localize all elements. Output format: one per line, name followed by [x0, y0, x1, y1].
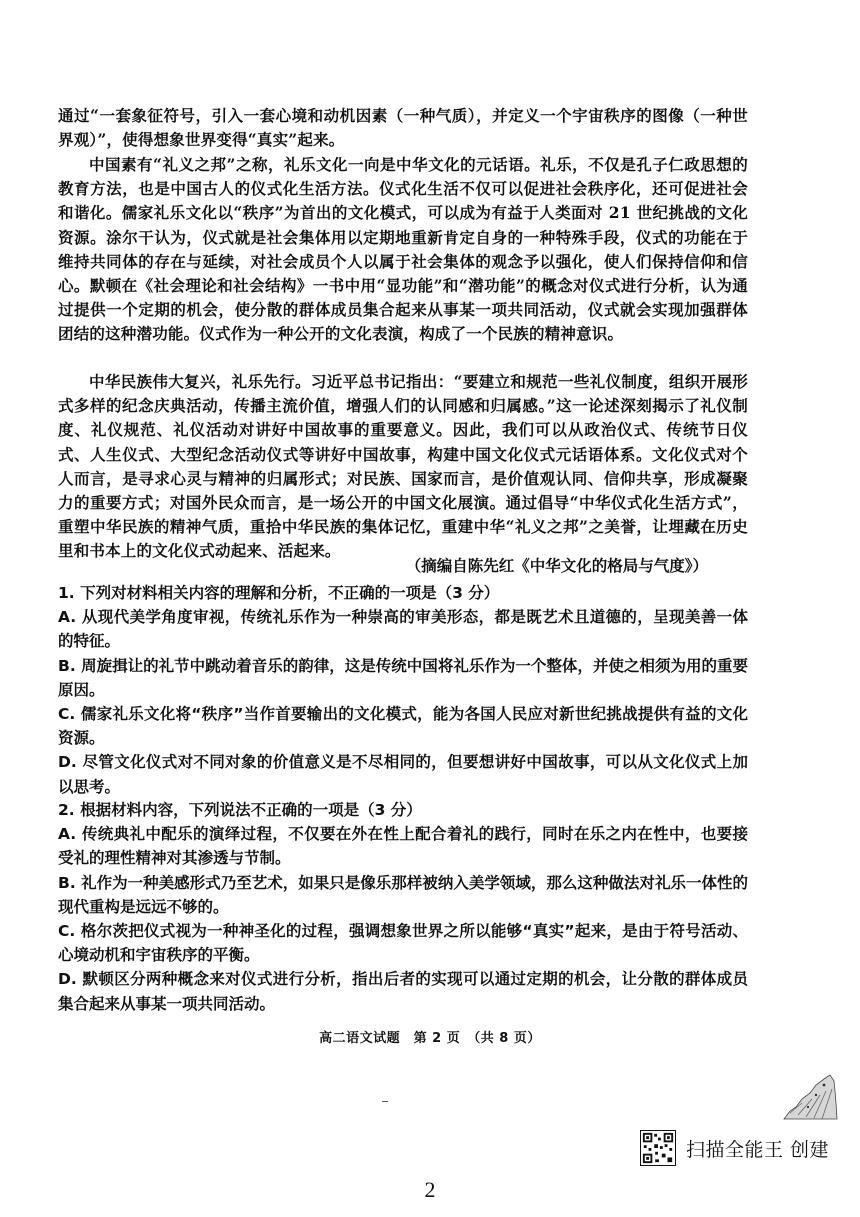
passage-paragraph-1: 通过“一套象征符号，引入一套心境和动机因素（一种气质），并定义一个宇宙秩序的图像（一种世界观）”，使得想象世界变得“真实”起来。 [58, 106, 748, 150]
passage-paragraph-2: 中国素有“礼义之邦”之称，礼乐文化一向是中华文化的元话语。礼乐，不仅是孔子仁政思想的教育方法，也是中国古人的仪式化生活方法。仪式化生活不仅可以促进社会秩序化，还可促进社会和谐化。儒家礼乐文化以“秩序”为首出的文化模式，可以成为有益于人类面对 21 世纪挑战的文化资源。涂尔干认为，仪式就是社会集体用以定期地重新肯定自身的一种特殊手段，仪式的功能在于维持共同体的存在与延续，对社会成员个人以属于社会集体的观念予以强化，使人们保持信仰和信心。默顿在《社会理论和社会结构》一书中用“显功能”和“潜功能”的概念对仪式进行分析，认为通过提供一个定期的机会，使分散的群体成员集合起来从事某一项共同活动，仪式就会实现加强群体团结的这种潜功能。仪式作为一种公开的文化表演，构成了一个民族的精神意识。 [58, 155, 748, 344]
question-2-option-b: B. 礼作为一种美感形式乃至艺术，如果只是像乐那样被纳入美学领域，那么这种做法对礼乐一体性的现代重构是远远不够的。 [58, 873, 748, 916]
qr-code-icon [640, 1130, 676, 1166]
passage-paragraph-3: 中华民族伟大复兴，礼乐先行。习近平总书记指出：“要建立和规范一些礼仪制度，组织开展形式多样的纪念庆典活动，传播主流价值，增强人们的认同感和归属感。”这一论述深刻揭示了礼仪制度、礼仪规范、礼仪活动对讲好中国故事的重要意义。因此，我们可以从政治仪式、传统节日仪式、人生仪式、大型纪念活动仪式等讲好中国故事，构建中国文化仪式元话语体系。文化仪式对个人而言，是寻求心灵与精神的归属形式；对民族、国家而言，是价值观认同、信仰共享，形成凝聚力的重要方式；对国外民众而言，是一场公开的中国文化展演。通过倡导“中华仪式化生活方式”，重塑中华民族的精神气质，重拾中华民族的集体记忆，重建中华“礼义之邦”之美誉，让埋藏在历史里和书本上的文化仪式动起来、活起来。 [58, 372, 748, 561]
scanner-watermark [640, 1130, 829, 1166]
scan-mark [382, 1101, 388, 1102]
page-number: 2 [424, 1177, 436, 1202]
question-1-option-d: D. 尽管文化仪式对不同对象的价值意义是不尽相同的，但要想讲好中国故事，可以从文化仪式上加以思考。 [58, 753, 748, 796]
corner-stamp-icon [780, 1073, 838, 1123]
question-1-option-a: A. 从现代美学角度审视，传统礼乐作为一种崇高的审美形态，都是既艺术且道德的，呈现美善一体的特征。 [58, 608, 748, 651]
page-footer: 高二语文试题 第 2 页 （共 8 页） [319, 1031, 541, 1046]
question-2-option-d: D. 默顿区分两种概念来对仪式进行分析，指出后者的实现可以通过定期的机会，让分散的群体成员集合起来从事某一项共同活动。 [58, 970, 748, 1013]
question-1-option-b: B. 周旋揖让的礼节中跳动着音乐的韵律，这是传统中国将礼乐作为一个整体，并使之相须为用的重要原因。 [58, 656, 748, 699]
question-1 [58, 581, 748, 799]
watermark-text: 扫描全能王 创建 [686, 1138, 830, 1161]
question-1-stem: 1. 下列对材料相关内容的理解和分析，不正确的一项是（3 分） [58, 584, 500, 602]
source-citation: （摘编自陈先红《中华文化的格局与气度》） [405, 556, 708, 575]
question-2 [58, 798, 748, 1016]
question-2-option-c: C. 格尔茨把仪式视为一种神圣化的过程，强调想象世界之所以能够“真实”起来，是由于符号活动、心境动机和宇宙秩序的平衡。 [58, 922, 748, 965]
question-2-option-a: A. 传统典礼中配乐的演绎过程，不仅要在外在性上配合着礼的践行，同时在乐之内在性中，也要接受礼的理性精神对其渗透与节制。 [58, 825, 748, 868]
question-2-stem: 2. 根据材料内容，下列说法不正确的一项是（3 分） [58, 801, 422, 819]
question-1-option-c: C. 儒家礼乐文化将“秩序”当作首要输出的文化模式，能为各国人民应对新世纪挑战提供有益的文化资源。 [58, 705, 748, 748]
